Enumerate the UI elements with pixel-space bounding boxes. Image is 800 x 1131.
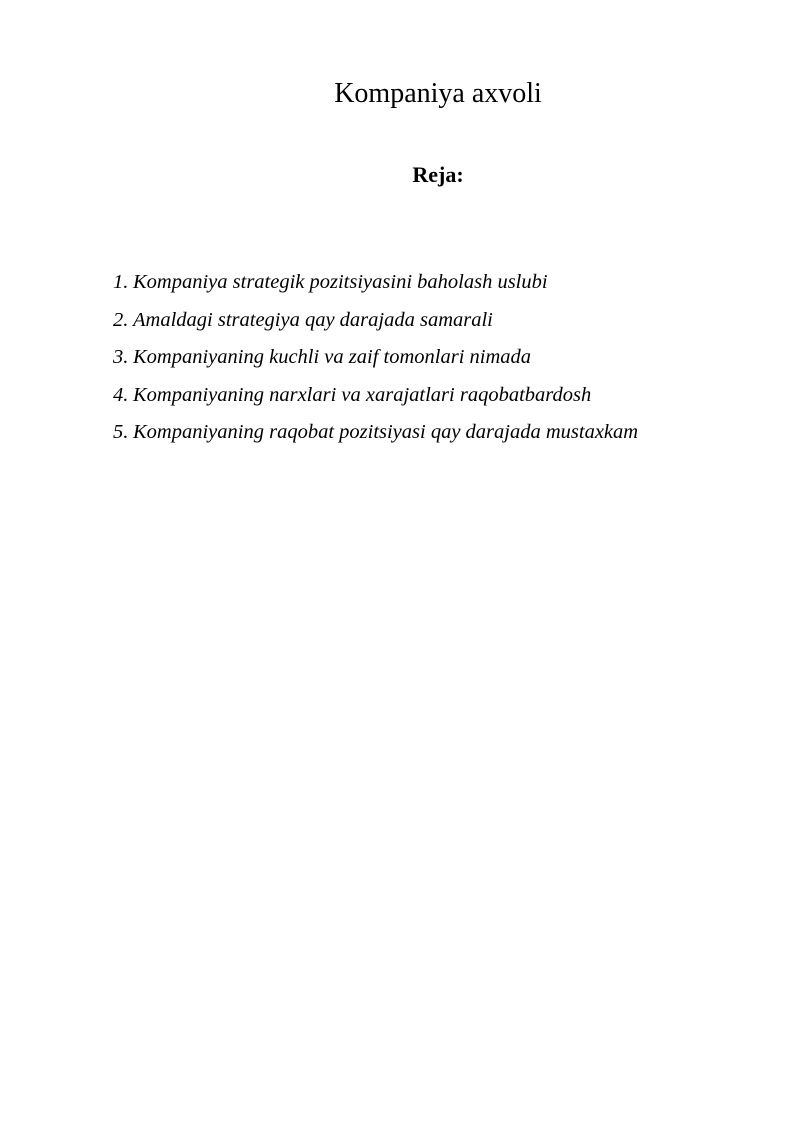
list-item-number: 4. — [113, 383, 129, 406]
list-item — [113, 377, 763, 415]
list-item-number: 5. — [113, 421, 129, 443]
list-item-number: 3. — [113, 346, 129, 368]
list-item — [113, 414, 763, 452]
plan-heading: Reja: — [412, 162, 464, 187]
list-item-text: Kompaniyaning kuchli va zaif tomonlari nimada — [133, 346, 532, 368]
list-item-text: Kompaniyaning raqobat pozitsiyasi qay darajada mustaxkam — [133, 421, 639, 443]
list-item-text: Kompaniya strategik pozitsiyasini baholash uslubi — [133, 271, 548, 293]
list-item — [113, 302, 763, 340]
list-item-number: 2. — [113, 308, 129, 331]
list-item — [113, 264, 763, 302]
list-item-text: Kompaniyaning narxlari va xarajatlari raqobatbardosh — [133, 383, 592, 406]
page-title: Kompaniya axvoli — [334, 78, 542, 109]
plan-list — [113, 264, 763, 452]
list-item-text: Amaldagi strategiya qay darajada samarali — [133, 308, 493, 331]
list-item-number: 1. — [113, 271, 129, 293]
list-item — [113, 339, 763, 377]
